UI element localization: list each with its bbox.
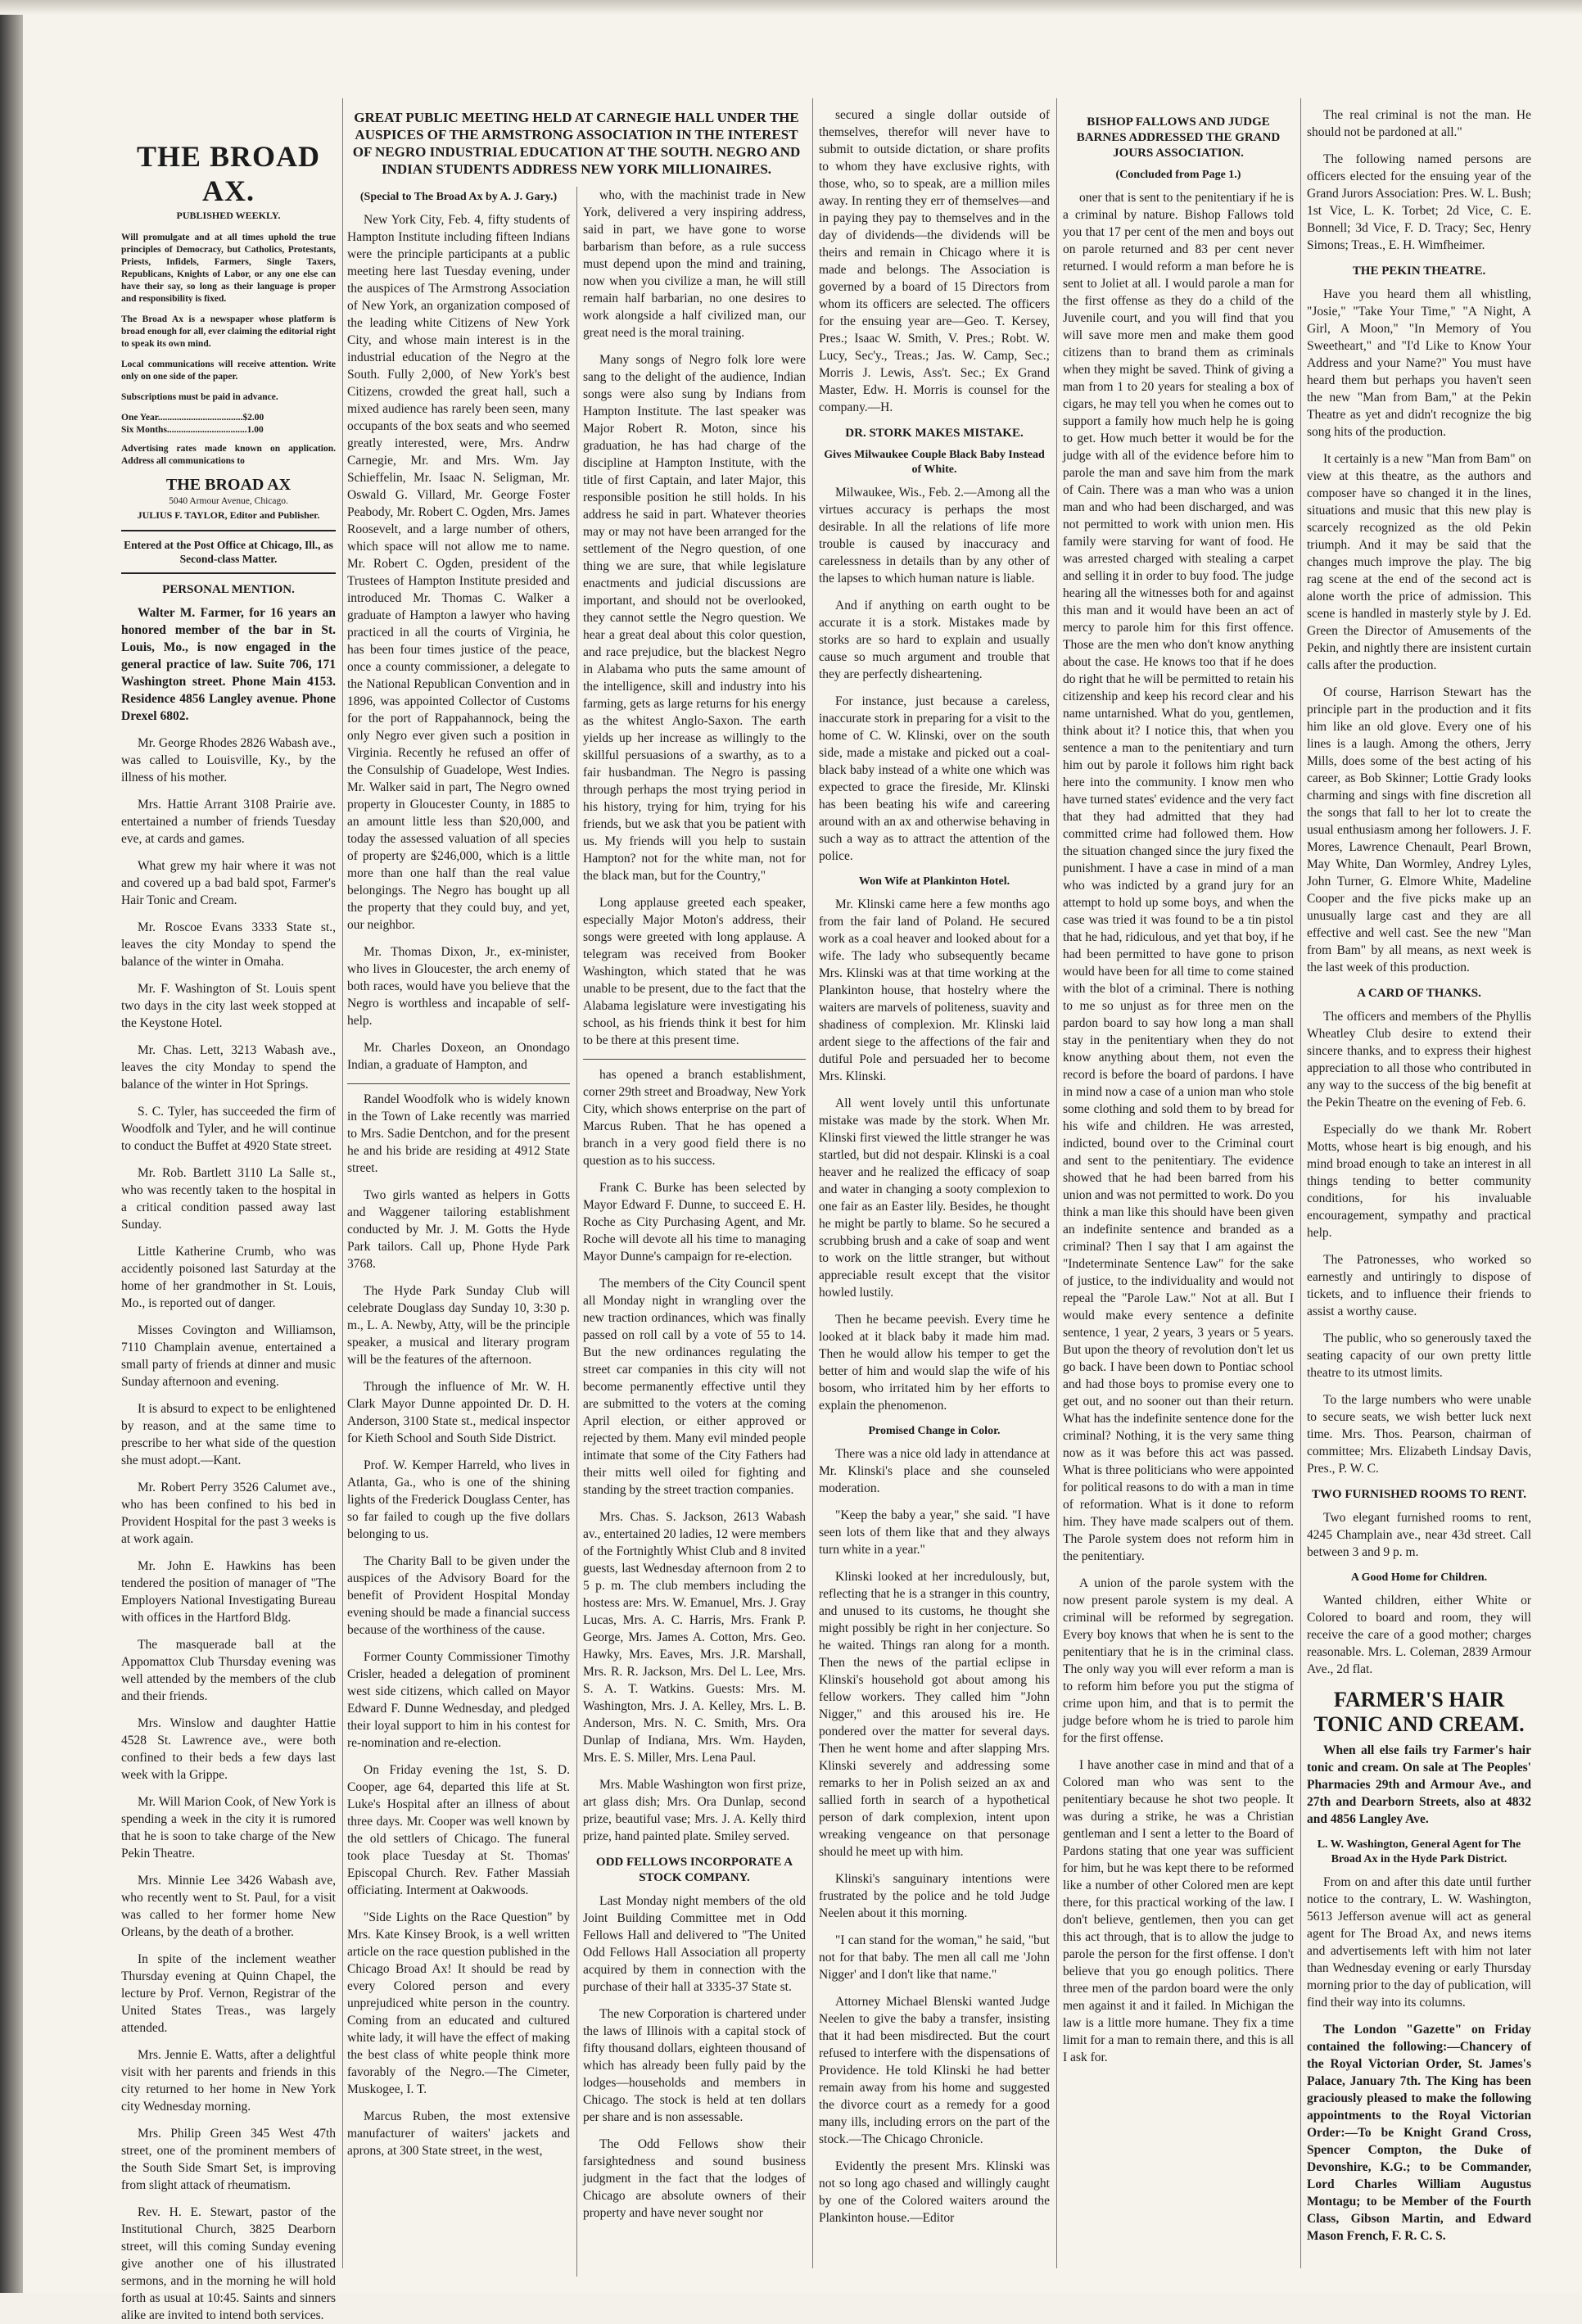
article-paragraph: The Hyde Park Sunday Club will celebrate Douglass day Sunday 10, 3:30 p. m., L. A. Newby, Atty, will be the principle speaker, a musical and literary program will be the features of the afternoon. (347, 1284, 570, 1367)
article-paragraph: Wanted children, either White or Colored to board and room, they will receive the care of a good mother; charges reasonable. Mrs. L. Coleman, 2839 Armour Ave., 2d flat. (1307, 1594, 1531, 1676)
article-paragraph: Attorney Michael Blenski wanted Judge Neelen to give the baby a transfer, insisting that it had been misdirected. But the court refused to interfere with the dispensations of Providence. He told Klinski he had better remain away from his home and suggested the divorce court as a remedy for a good many ills, including errors on the part of the stock.—The Chicago Chronicle. (819, 1995, 1050, 2146)
article-paragraph: I have another case in mind and that of a Colored man who was sent to the penitentiary because he shot two people. It was during a strike, he was a Christian gentleman and I sent a letter to the Board of Pardons stating that one year was sufficient for him, but he was kept there to be reformed like a number of other Colored men are kept there, for this practical working of the law. I don't believe, gentlemen, then you can get this act through, that is to allow the judge to parole the person for the first offense. I don't believe that you go enough politics. There three men of the pardon board were the only men against it and it failed. In Michigan the law is a little more humane. They fix a time limit for a man to remain there, and this is all I ask for. (1063, 1758, 1294, 2064)
column-4-content (819, 106, 1050, 2227)
column-divider (1300, 98, 1301, 2268)
masthead-editor: JULIUS F. TAYLOR, Editor and Publisher. (137, 509, 320, 521)
article-headline: THE PEKIN THEATRE. (1352, 265, 1486, 278)
column-divider (812, 98, 813, 2268)
article-paragraph: In spite of the inclement weather Thursday evening at Quinn Chapel, the lecture by Prof. Vernon, Registrar of the United States Treas., was largely attended. (121, 1952, 336, 2035)
page-edge-shadow (0, 0, 23, 2293)
article-paragraph: For instance, just because a careless, inaccurate stork in preparing for a visit to the home of C. W. Klinski, over on the south side, made a mistake and picked out a coal-black baby instead of a white one which was expected to grace the fireside, Mr. Klinski has been beating his wife and careering around with an ax and otherwise behaving in such a way as to attract the attention of the police. (819, 694, 1050, 863)
article-paragraph: What grew my hair where it was not and covered up a bad bald spot, Farmer's Hair Tonic and Cream. (121, 859, 336, 907)
article-paragraph: Mr. F. Washington of St. Louis spent two days in the city last week stopped at the Keystone Hotel. (121, 982, 336, 1030)
article-paragraph: Mrs. Jennie E. Watts, after a delightful visit with her parents and friends in this city returned to her home in New York city Wednesday morning. (121, 2048, 336, 2114)
article-paragraph: Many songs of Negro folk lore were sang to the delight of the audience, Indian songs were also sung by Indians from Hampton Institute. The last speaker was Major Robert R. Moton, since his graduation, he has had charge of the discipline at Hampton Institute, with the title of first Captain, and later Major, this responsible position he still holds. In his address he said in part. Whatever theories may or may not have been arranged for the settlement of the Negro question, of one thing we are sure, that while legislature enactments and judicial discussions are important, and should not be overlooked, they cannot settle the Negro question. We hear a great deal about this color question, and race prejudice, but the blackest Negro in Alabama who puts the same amount of the intelligence, skill and industry into his farming, gets as large returns for his energy as the whitest Anglo-Saxon. The earth yields up her increase as willingly to the skillful persuasions of a swarthy, as to a fair husbandman. The Negro is passing through perhaps the most trying period in his history, trying for him, trying for his friends, but we ask that you be patient with us. My friends will you help to sustain Hampton? not for the white man, not for the black man, but for the Country," (583, 353, 806, 883)
masthead-ads-note: Advertising rates made known on application. Address all communications to (121, 444, 336, 466)
advertisement-headline: FARMER'S HAIR TONIC AND CREAM. (1313, 1688, 1525, 1736)
article-paragraph: The following named persons are officers elected for the ensuing year of the Grand Jurors Association: Pres. W. L. Bush; 1st Vice, L. K. Torbet; 2d Vice, C. E. Bonnell; 3d Vice, F. D. Tracy; Sec, Henry Simons; Treas., E. H. Wimfheimer. (1307, 152, 1531, 252)
article-subheadline: L. W. Washington, General Agent for The Broad Ax in the Hyde Park District. (1317, 1838, 1521, 1865)
article-paragraph: Klinski looked at her incredulously, but, reflecting that he is a stranger in this country, and unused to its customs, he thought she might possibly be right in her conjecture. So he waited. Things ran along for a month. Then the news of the partial eclipse in Klinski's household got about among his fellow workers. They called him "John Nigger," and this aroused his ire. He pondered over the matter for several days. Then he went home and after slapping Mrs. Klinski severely and addressing some remarks to her in Polish seized an ax and sallied forth in search of a hypothetical person of dark complexion, intent upon wreaking vengeance on that personage should he meet up with him. (819, 1570, 1050, 1859)
article-paragraph: "I can stand for the woman," he said, "but not for that baby. The men all call me 'John Nigger' and I don't like that name." (819, 1933, 1050, 1982)
article-paragraph: Misses Covington and Williamson, 7110 Champlain avenue, entertained a small party of friends at dinner and music Sunday afternoon and evening. (121, 1323, 336, 1389)
article-paragraph: Mr. Will Marion Cook, of New York is spending a week in the city it is rumored that he is soon to take charge of the New Pekin Theatre. (121, 1795, 336, 1861)
article-paragraph: Evidently the present Mrs. Klinski was not so long ago chased and willingly caught by one of the Colored waiters around the Plankinton house.—Editor (819, 2159, 1050, 2225)
article-paragraph: There was a nice old lady in attendance at Mr. Klinski's place and she counseled moderation. (819, 1447, 1050, 1495)
article-paragraph: The public, who so generously taxed the seating capacity of our own pretty little theatre to its utmost limits. (1307, 1332, 1531, 1380)
article-paragraph: The masquerade ball at the Appomattox Club Thursday evening was well attended by the members of the club and their friends. (121, 1638, 336, 1703)
article-headline: BISHOP FALLOWS AND JUDGE BARNES ADDRESSED THE GRAND JOURS ASSOCIATION. (1076, 115, 1281, 160)
column-6 (1307, 106, 1531, 2277)
column-4 (819, 106, 1050, 2277)
article-paragraph: The members of the City Council spent all Monday night in wrangling over the new traction ordinances, which was finally passed on roll call by a vote of 55 to 14. But the new ordinances regulating the street car companies in this city will not become permanently effective until they are submitted to the voters at the coming April election, or either approved or rejected by them. Many evil minded people intimate that some of the City Fathers had their mitts well oiled for fighting and standing by the street traction companies. (583, 1277, 806, 1497)
article-paragraph: "Keep the baby a year," she said. "I have seen lots of them like that and they always turn white in a year." (819, 1508, 1050, 1557)
divider (121, 530, 336, 531)
masthead-local-note: Local communications will receive attention. Write only on one side of the paper. (121, 359, 336, 382)
article-paragraph: Walter M. Farmer, for 16 years an honored member of the bar in St. Louis, Mo., is now engaged in the general practice of law. Suite 706, 171 Washington street. Phone Main 4153. Residence 4856 Langley avenue. Phone Drexel 6802. (121, 606, 336, 723)
article-paragraph: It certainly is a new "Man from Bam" on view at this theatre, as the authors and composer have so changed it in the lines, situations and music that this new play is scarcely recognized as the old Pekin triumph. And it may be said that the changes much improve the play. The big rag scene at the end of the second act is alone worth the price of admission. This scene is handled in masterly style by J. Ed. Green the Director of Amusements of the Pekin, and nightly there are insistent curtain calls after the production. (1307, 452, 1531, 672)
article-paragraph: who, with the machinist trade in New York, delivered a very inspiring address, said in part, we have gone to worse barbarism than before, as a rule success must depend upon the mind and training, now when you civilize a man, he will still remain half barbarian, no one desires to work alongside a half civilized man, our great need is the moral training. (583, 188, 806, 340)
article-paragraph: Long applause greeted each speaker, especially Major Moton's address, their songs were greeted with long applause. A telegram was received from Booker Washington, which stated that he was unable to be present, due to the fact that the Alabama legislature were investigating his school, as his friends think it best for him to be there at this present time. (583, 896, 806, 1047)
article-paragraph: Mr. George Rhodes 2826 Wabash ave., was called to Louisville, Ky., by the illness of his mother. (121, 736, 336, 784)
article-headline: ODD FELLOWS INCORPORATE A STOCK COMPANY. (595, 1856, 793, 1884)
article-subheadline: Promised Change in Color. (868, 1425, 1001, 1437)
rate-line: One Year....................................$2.00 (121, 413, 264, 423)
article-paragraph: Mrs. Chas. S. Jackson, 2613 Wabash av., entertained 20 ladies, 12 were members of the Fortnightly Whist Club and 8 invited guests, last Wednesday afternoon from 2 to 5 p. m. The club members including the hostess are: Mrs. W. Emanuel, Mrs. J. Gray Lucas, Mrs. A. C. Harris, Mrs. Frank P. George, Mrs. James A. Cotton, Mrs. Geo. Hawky, Mrs. Eaves, Mrs. J.R. Marshall, Mrs. R. R. Jackson, Mrs. Del L. Lee, Mrs. S. A. T. Watkins. Guests: Mrs. M. Washington, Mrs. J. A. Kelley, Mrs. L. B. Anderson, Mrs. N. C. Smith, Mrs. Ora Dunlap of Indiana, Mrs. Wm. Hayden, Mrs. E. S. Miller, Mrs. Lena Paul. (583, 1510, 806, 1765)
column-6-content (1307, 106, 1531, 2245)
article-paragraph: Klinski's sanguinary intentions were frustrated by the police and he told Judge Neelen about it this morning. (819, 1872, 1050, 1920)
article-subheadline: (Concluded from Page 1.) (1115, 169, 1241, 181)
column-2-content (347, 190, 570, 2159)
article-headline: TWO FURNISHED ROOMS TO RENT. (1311, 1488, 1527, 1501)
article-paragraph: Mrs. Mable Washington won first prize, art glass dish; Mrs. Ora Dunlap, second prize, beautiful vase; Mrs. J. A. Kelly third prize, hand painted plate. Smiley served. (583, 1778, 806, 1843)
article-paragraph: Mr. Chas. Lett, 3213 Wabash ave., leaves the city Monday to spend the balance of the winter in Hot Springs. (121, 1043, 336, 1092)
article-paragraph: All went lovely until this unfortunate mistake was made by the stork. When Mr. Klinski first viewed the little stranger he was startled, but did not despair. Klinski is a coal heaver and he realized the efficacy of soap and water in changing a sooty complexion to one fair as an Easter lily. Besides, he thought he might be partly to blame. So he secured a scrubbing brush and a cake of soap and went to work on the little stranger, but without appreciable result except that the visitor howled lustily. (819, 1096, 1050, 1300)
article-paragraph: "Side Lights on the Race Question" by Mrs. Kate Kinsey Brook, is a well written article on the race question published in the Chicago Broad Ax! It should be read by every Colored person and every unprejudiced white person in the country. Coming from an educated and cultured white lady, it will have the effect of making the best class of white people think more favorably of the Negro.—The Cimeter, Muskogee, I. T. (347, 1910, 570, 2096)
article-paragraph: Mr. John E. Hawkins has been tendered the position of manager of "The Employers National Investigating Bureau with offices in the Hartford Bldg. (121, 1559, 336, 1625)
article-paragraph: Two girls wanted as helpers in Gotts and Waggener tailoring establishment conducted by Mr. J. M. Gotts the Hyde Park tailors. Call up, Phone Hyde Park 3768. (347, 1188, 570, 1271)
column-divider (576, 187, 577, 2277)
column-5-content (1063, 115, 1294, 2066)
article-paragraph: Mr. Charles Doxeon, an Onondago Indian, a graduate of Hampton, and (347, 1041, 570, 1072)
article-paragraph: has opened a branch establishment, corner 29th street and Broadway, New York City, which shows enterprise on the part of Marcus Ruben. That he has opened a branch in a very good field there is no question as to his success. (583, 1068, 806, 1168)
article-paragraph: Through the influence of Mr. W. H. Clark Mayor Dunne appointed Dr. D. H. Anderson, 3100 State st., medical inspector for Kieth School and South Side District. (347, 1380, 570, 1445)
article-paragraph: Mr. Klinski came here a few months ago from the fair land of Poland. He secured work as a coal heaver and looked about for a wife. The lady who subsequently became Mrs. Klinski was at that time working at the Plankinton house, that hostelry where the waiters are marvels of politeness, suavity and shadiness of complexion. Mr. Klinski laid ardent siege to the affections of the fair and dutiful Pole and persuaded her to become Mrs. Klinski. (819, 897, 1050, 1083)
article-paragraph: When all else fails try Farmer's hair tonic and cream. On sale at The Peoples' Pharmacies 29th and Armour Ave., and 27th and Dearborn Streets, also at 4832 and 4856 Langley Ave. (1307, 1743, 1531, 1826)
masthead-subscription-note: Subscriptions must be paid in advance. (121, 392, 278, 402)
article-paragraph: The Odd Fellows show their farsightedness and sound business judgment in the fact that the lodges of Chicago are absolute owners of their property and have never sought nor (583, 2137, 806, 2220)
article-paragraph: Mrs. Hattie Arrant 3108 Prairie ave. entertained a number of friends Tuesday eve, at cards and games. (121, 798, 336, 846)
article-paragraph: The Patronesses, who worked so earnestly and untiringly to dispose of tickets, and to influence their friends to assist a worthy cause. (1307, 1253, 1531, 1318)
article-paragraph: To the large numbers who were unable to secure seats, we wish better luck next time. Mrs. Thos. Pearson, chairman of committee; Mrs. Elizabeth Lindsay Davis, Pres., P. W. C. (1307, 1393, 1531, 1476)
article-paragraph: The London "Gazette" on Friday contained the following:—Chancery of the Royal Victorian Order, St. James's Palace, January 7th. The King has been graciously pleased to make the following appointments to the Royal Victorian Order:—To be Knight Grand Cross, Spencer Compton, the Duke of Devonshire, K.G.; to be Commander, Lord Charles William Augustus Montagu; to be Member of the Fourth Class, Gibson Martin, and Edward Mason French, F. R. C. S. (1307, 2023, 1531, 2243)
masthead-mission: Will promulgate and at all times uphold the true principles of Democracy, but Catholics, Protestants, Priests, Infidels, Farmers, Single Taxers, Republicans, Knights of Labor, or any one else can have their say, so long as their language is proper and responsibility is fixed. (121, 233, 336, 304)
article-paragraph: Then he became peevish. Every time he looked at it black baby it made him mad. Then he would allow his temper to get the better of him and would slap the wife of his bosom, who irritated him by her efforts to explain the phenomenon. (819, 1313, 1050, 1413)
article-paragraph: Rev. H. E. Stewart, pastor of the Institutional Church, 3825 Dearborn street, will this coming Sunday evening give another one of his illustrated sermons, and in the morning he will hold forth as usual at 10:45. Saints and sinners alike are invited to intend both services. (121, 2205, 336, 2322)
page-top-shadow (0, 0, 1582, 15)
article-paragraph: Randel Woodfolk who is widely known in the Town of Lake recently was married to Mrs. Sadie Dentchon, and for the present he and his bride are residing at 4912 State street. (347, 1092, 570, 1175)
article-paragraph: Marcus Ruben, the most extensive manufacturer of waiters' jackets and aprons, at 300 State street, in the west, (347, 2109, 570, 2158)
top-headline: GREAT PUBLIC MEETING HELD AT CARNEGIE HALL UNDER THE AUSPICES OF THE ARMSTRONG ASSOCIATION IN THE INTEREST OF NEGRO INDUSTRIAL EDUCATION AT THE SOUTH. NEGRO AND INDIAN STUDENTS ADDRESS NEW YORK MILLIONAIRES. (352, 110, 801, 177)
article-paragraph: Prof. W. Kemper Harreld, who lives in Atlanta, Ga., who is one of the shining lights of the Frederick Douglass Center, has so far failed to cough up the five dollars belonging to us. (347, 1458, 570, 1541)
article-paragraph: Mr. Thomas Dixon, Jr., ex-minister, who lives in Gloucester, the arch enemy of both races, would have you believe that the Negro is worthless and incapable of self-help. (347, 945, 570, 1028)
article-paragraph: The Charity Ball to be given under the auspices of the Advisory Board for the benefit of Provident Hospital Monday evening should be made a financial success because of the worthiness of the cause. (347, 1554, 570, 1637)
article-paragraph: Former County Commissioner Timothy Crisler, headed a delegation of prominent west side citizens, which called on Mayor Edward F. Dunne Wednesday, and pledged their loyal support to him in his contest for re-nomination and re-election. (347, 1650, 570, 1750)
masthead (121, 139, 336, 574)
article-paragraph: Mr. Roscoe Evans 3333 State st., leaves the city Monday to spend the balance of the winter in Omaha. (121, 920, 336, 969)
article-subheadline: Gives Milwaukee Couple Black Baby Instead of White. (824, 449, 1045, 476)
column-3-content (583, 187, 806, 2222)
column-divider (1056, 98, 1057, 2268)
article-paragraph: Milwaukee, Wis., Feb. 2.—Among all the virtues accuracy is perhaps the most desirable. In all the relations of life more trouble is caused by inaccuracy and carelessness in details than by any other of the lapses to which human nature is liable. (819, 486, 1050, 586)
masthead-entered: Entered at the Post Office at Chicago, Ill., as Second-class Matter. (124, 539, 333, 565)
rate-line: Six Months..................................1.00 (121, 425, 264, 435)
article-paragraph: Mrs. Minnie Lee 3426 Wabash ave, who recently went to St. Paul, for a visit was called to her former home New Orleans, by the death of a brother. (121, 1874, 336, 1939)
article-paragraph: Have you heard them all whistling, "Josie," "Take Your Time," "A Night, A Girl, A Moon," "In Memory of You Sweetheart," and "I'd Like to Know Your Address and your Name?" You must have heard them but perhaps you haven't seen the new "Man from Bam," at the Pekin Theatre as yet and didn't recognize the big song hits of the production. (1307, 287, 1531, 439)
divider (347, 1083, 570, 1084)
masthead-platform: The Broad Ax is a newspaper whose platform is broad enough for all, ever claiming the editorial right to speak its own mind. (121, 314, 336, 349)
article-paragraph: A union of the parole system with the now present parole system is my deal. A criminal will be reformed by segregation. Every boy knows that when he is sent to the penitentiary that he is in the criminal class. The only way you will ever reform a man is to reform him before you put the stigma of crime upon him, and that is to permit the judge before whom he is tried to parole him for the first offense. (1063, 1576, 1294, 1745)
column-1-content (121, 582, 336, 2324)
article-paragraph: Last Monday night members of the old Joint Building Committee met in Odd Fellows Hall and delivered to "The United Odd Fellows Hall Association all property acquired by them in connection with the purchase of their hall at 3335-37 State st. (583, 1894, 806, 1994)
article-paragraph: Little Katherine Crumb, who was accidently poisoned last Saturday at the home of her grandmother in St. Louis, Mo., is reported out of danger. (121, 1245, 336, 1310)
article-paragraph: secured a single dollar outside of themselves, therefor will never have to submit to outside dictation, or share profits to whom they have exclusive rights, with those, who, so to speak, are a million miles away. In renting they err of themselves—and in paying they pay to themselves and in the day of dividends—the dividends will be theirs and remain in Chicago where it is made and belongs. The Association is governed by a board of 15 Directors from whom its officers are selected. The officers for the ensuing year are—Geo. T. Kersey, Pres.; Isaac W. Smith, V. Pres.; Robt. W. Lucy, Sec'y., Treas.; Jas. W. Camp, Sec.; Morris J. Lewis, Ass't. Sec.; Ex Grand Master, Edw. H. Morris is counsel for the company.—H. (819, 108, 1050, 414)
masthead-title: THE BROAD AX. (136, 140, 321, 207)
article-paragraph: The real criminal is not the man. He should not be pardoned at all." (1307, 108, 1531, 139)
divider (583, 1059, 806, 1060)
column-5 (1063, 106, 1294, 2277)
article-paragraph: Mr. Rob. Bartlett 3110 La Salle st., who was recently taken to the hospital in a critical condition passed away last Sunday. (121, 1166, 336, 1232)
article-paragraph: The new Corporation is chartered under the laws of Illinois with a capital stock of fifty thousand dollars, eighteen thousand of which has already been fully paid by the lodges—households and members in Chicago. The stock is held at ten dollars per share and is non assessable. (583, 2007, 806, 2124)
column-2 (347, 187, 570, 2277)
masthead-subtitle: PUBLISHED WEEKLY. (176, 210, 281, 221)
article-paragraph: It is absurd to expect to be enlightened by reason, and at the same time to prescribe to her what side of the question she must adopt.—Kant. (121, 1402, 336, 1467)
article-headline: A CARD OF THANKS. (1357, 987, 1481, 1000)
article-subheadline: A Good Home for Children. (1350, 1571, 1488, 1584)
article-paragraph: From on and after this date until further notice to the contrary, L. W. Washington, 5613 Jefferson avenue will act as general agent for The Broad Ax, and news items and advertisements left with him not later than Wednesday evening or early Thursday morning prior to the day of publication, will find their way into its columns. (1307, 1875, 1531, 2010)
article-paragraph: And if anything on earth ought to be accurate it is a stork. Mistakes made by storks are so hard to explain and usually cause so much argument and trouble that they are perfectly disheartening. (819, 599, 1050, 681)
article-paragraph: oner that is sent to the penitentiary if he is a criminal by nature. Bishop Fallows told you that 17 per cent of the men and boys out on parole returned and 83 per cent never returned. I would reform a man before he is sent to Joliet at all. I would parole a man for the first offense as they do a child of the Juvenile court, and you will find that you will save more men and make them good citizens than to brand them as criminals when they might be saved. Think of giving a man from 1 to 20 years for stealing a box of cigars, he may tell you when he comes out to support a family how much help he is going to get. How much better it would be for the judge with all of the evidence before him to parole the man and save him from the mark of Cain. There was a man who was a union man and who had been discharged, and was not permitted to work with union men. His family were starving for want of food. He was arrested charged with stealing a carpet and selling it in order to buy food. The judge hearing all the witnesses both for and against this man and it would have been an act of mercy to parole him for this first offence. Those are the men who don't know anything about the case. He knows too that if he does do right that he will be permitted to retain his citizenship and keep his record clear and his name untarnished. What do you, gentlemen, think about it? I notice this, that when you sentence a man to the penitentiary and turn him out by parole it follows him right back here into the community. I know men who have turned states' evidence and the very fact that they had admitted that they had committed crime had followed them. How the situation changed since the jury fixed the punishment. I have a case in mind of a man who was indicted by a grand jury for an attempt to hold up some boys, and when the case was tried it was found to be a tin pistol that he had, ridiculous, and yet that boy, if he had been permitted to have gone to prison would have been for all time to come stained with the blot of a criminal. There is nothing to me so unjust as for three men on the pardon board to say how long a man shall stay in the penitentiary when they do not know anything about them, not even the record is before the board of pardons. I have in mind now a case of a union man who stole some clothing and sold them to by bread for his wife and children. He was arrested, indicted, bound over to the Criminal court and sent to the penitentiary. The evidence showed that he had been barred from his union and was not permitted to work. Do you think a man like this should have been given an indefinite sentence and branded as a criminal? Then I say that I am against the "Indeterminate Sentence Law" for the sake of justice, to the individuality and would not repeal the "Parole Law." Not at all. But I would make every sentence a definite sentence, 1 year, 2 years, 3 years or 5 years. But upon the theory of revolution don't let us go back. I have been down to Pontiac school and had those boys to promise every one to get out, and no sooner out than their return. What has the indefinite sentence done for the criminal? Nothing, it is the very same thing now as it was before this act was passed. What is three politicians who were appointed for political reasons to do with a man in time of reformation. What is it done to reform him. They have made scalpers out of them. The Parole system does not reform him in the penitentiary. (1063, 191, 1294, 1563)
article-paragraph: Two elegant furnished rooms to rent, 4245 Champlain ave., near 43d street. Call between 3 and 9 p. m. (1307, 1511, 1531, 1559)
article-paragraph: On Friday evening the 1st, S. D. Cooper, age 64, departed this life at St. Luke's Hospital after an illness of about three days. Mr. Cooper was well known by the old settlers of Chicago. The funeral took place Tuesday at St. Thomas' Episcopal Church. Rev. Father Massiah officiating. Interment at Oakwoods. (347, 1763, 570, 1897)
article-paragraph: Mr. Robert Perry 3526 Calumet ave., who has been confined to his bed in Provident Hospital for the past 3 weeks is at work again. (121, 1481, 336, 1546)
article-headline: DR. STORK MAKES MISTAKE. (845, 427, 1024, 440)
column-3 (583, 187, 806, 2277)
masthead-name: THE BROAD AX (165, 476, 292, 494)
article-paragraph: Of course, Harrison Stewart has the principle part in the production and it fits him like an old glove. Every one of his lines is a laugh. Among the others, Jerry Mills, does some of the best acting of his career, as Bob Skinner; Lottie Grady looks charming and sings with fine discretion all the songs that fall to her lot to create the usual enthusiasm among her followers. J. F. Mores, Lawrence Chenault, Pearl Brown, May White, Dan Wormley, Andrey Lyles, John Turner, G. Elmore White, Madeline Cooper and the five picks make up an unusually large cast and they are all effective and well cast. See the new "Man from Bam" by all means, as next week is the last week of this production. (1307, 685, 1531, 974)
divider (121, 572, 336, 574)
article-subheadline: (Special to The Broad Ax by A. J. Gary.) (359, 191, 558, 203)
masthead-rates (121, 412, 336, 436)
article-paragraph: Frank C. Burke has been selected by Mayor Edward F. Dunne, to succeed E. H. Roche as City Purchasing Agent, and Mr. Roche will devote all his time to managing Mayor Dunne's campaign for re-election. (583, 1181, 806, 1264)
article-paragraph: Especially do we thank Mr. Robert Motts, whose heart is big enough, and his mind broad enough to take an interest in all things tending to better community conditions, for his invaluable encouragement, sympathy and practical help. (1307, 1123, 1531, 1240)
column-divider (342, 98, 343, 2268)
masthead-address: 5040 Armour Avenue, Chicago. (169, 496, 288, 506)
column-1 (121, 115, 336, 2322)
article-paragraph: The officers and members of the Phyllis Wheatley Club desire to extend their sincere thanks, and to express their highest appreciation to all those who contributed in any way to the success of the big benefit at the Pekin Theatre on the evening of Feb. 6. (1307, 1010, 1531, 1110)
article-paragraph: New York City, Feb. 4, fifty students of Hampton Institute including fifteen Indians were the principle participants at a public meeting here last Tuesday evening, under the auspices of The Armstrong Association of New York, an organization composed of the leading white Citizens of New York City, and whose main interest is in the industrial education of the Negro at the South. Fully 2,000, of New York's best Citizens, crowded the great hall, such a mixed audience has rarely been seen, many occupants of the box seats and who seemed greatly interested, were, Mrs. Andrw Carnegie, Mr. and Mrs. Wm. Jay Schieffelin, Mr. Isaac N. Seligman, Mr. Oswald G. Villard, Mr. George Foster Peabody, Mr. Robert C. Ogden, Mrs. James Roosevelt, and a large number of others, which space will not allow me to name. Mr. Robert C. Ogden, president of the Trustees of Hampton Institute presided and introduced Mr. Thomas C. Walker a graduate of Hampton a lawyer who having practiced in all the courts of Virginia, he has been four times justice of the peace, once a county commissioner, a delegate to the National Republican Convention and in 1896, was appointed Collector of Customs for the port of Rappahannock, being the only Negro ever given such a position in Virginia. Recently he refused an offer of the Consulship of Guadelope, West Indies. Mr. Walker said in part, The Negro owned property in Gloucester County, in 1885 to an amount little less than $20,000, and today the assessed valuation of all species of property are $246,000, which is a little more than one half than the real value belongings. The Negro has bought up all the property that they could buy, and yet, our neighbor. (347, 213, 570, 932)
article-paragraph: Mrs. Philip Green 345 West 47th street, one of the prominent members of the South Side Smart Set, is improving from slight attack of rheumatism. (121, 2127, 336, 2192)
article-headline: PERSONAL MENTION. (162, 583, 295, 596)
article-subheadline: Won Wife at Plankinton Hotel. (858, 875, 1010, 888)
article-paragraph: Mrs. Winslow and daughter Hattie 4528 St. Lawrence ave., were both confined to their beds a few days last week with la Grippe. (121, 1716, 336, 1782)
article-paragraph: S. C. Tyler, has succeeded the firm of Woodfolk and Tyler, and he will continue to conduct the Buffet at 4920 State street. (121, 1105, 336, 1153)
